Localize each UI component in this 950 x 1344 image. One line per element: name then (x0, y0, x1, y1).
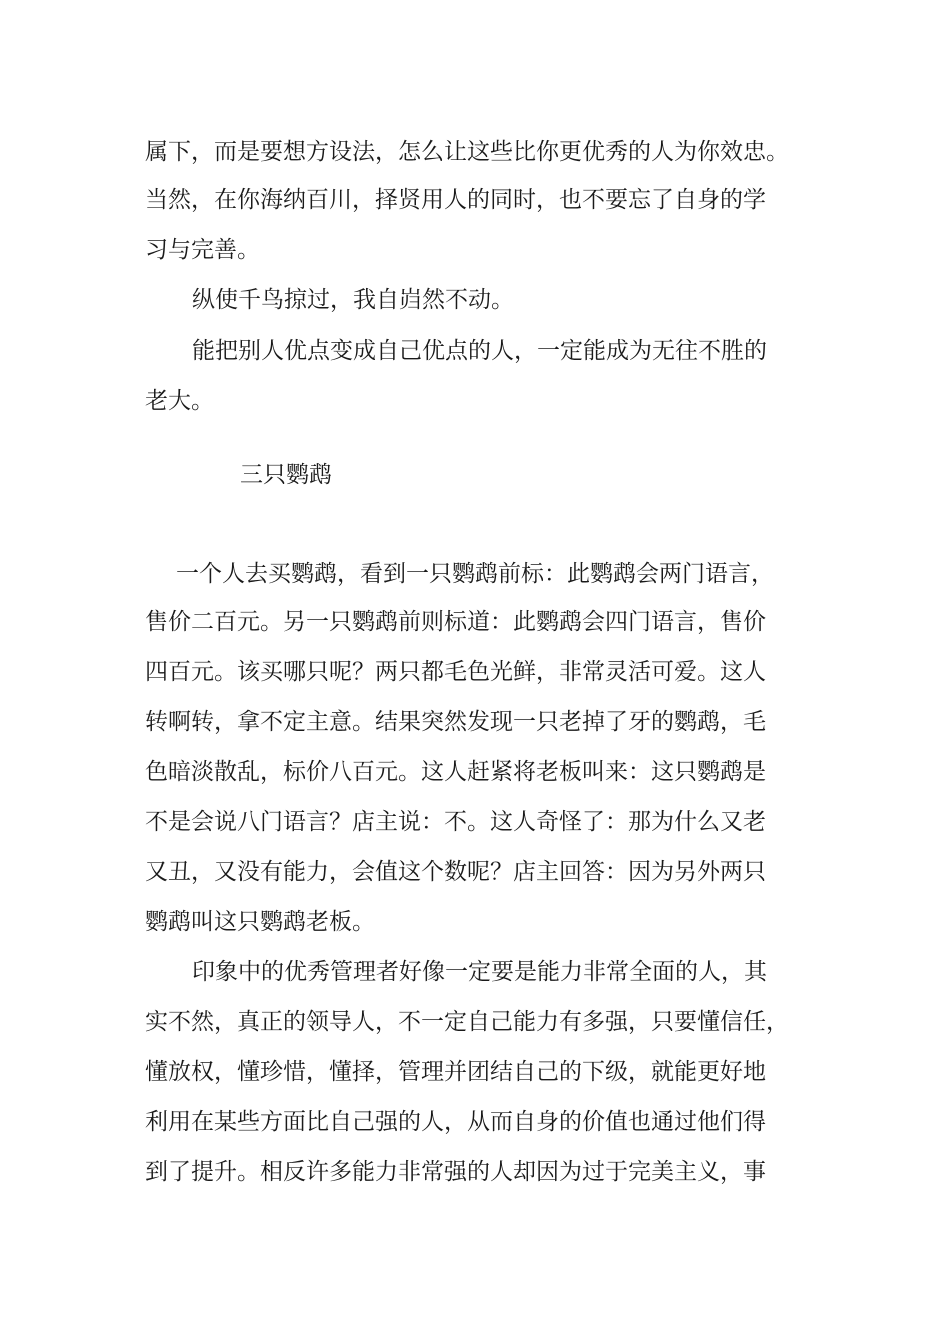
body-line: 实不然，真正的领导人，不一定自己能力有多强，只要懂信任， (145, 1009, 789, 1035)
body-line: 纵使千鸟掠过，我自岿然不动。 (192, 287, 514, 313)
body-line: 印象中的优秀管理者好像一定要是能力非常全面的人，其 (192, 959, 767, 985)
body-line: 转啊转，拿不定主意。结果突然发现一只老掉了牙的鹦鹉，毛 (145, 709, 766, 735)
body-line: 又丑，又没有能力，会值这个数呢？店主回答：因为另外两只 (145, 859, 766, 885)
body-line: 到了提升。相反许多能力非常强的人却因为过于完美主义，事 (145, 1159, 766, 1185)
body-line: 四百元。该买哪只呢？两只都毛色光鲜，非常灵活可爱。这人 (145, 659, 766, 685)
body-line: 习与完善。 (145, 237, 260, 263)
section-title: 三只鹦鹉 (240, 462, 332, 488)
body-line: 能把别人优点变成自己优点的人，一定能成为无往不胜的 (192, 338, 767, 364)
body-line: 懂放权，懂珍惜，懂择，管理并团结自己的下级，就能更好地 (145, 1059, 766, 1085)
body-line: 老大。 (145, 388, 214, 414)
body-line: 不是会说八门语言？店主说：不。这人奇怪了：那为什么又老 (145, 809, 766, 835)
body-line: 一个人去买鹦鹉，看到一只鹦鹉前标：此鹦鹉会两门语言， (176, 561, 774, 587)
body-line: 鹦鹉叫这只鹦鹉老板。 (145, 909, 375, 935)
body-line: 属下，而是要想方设法，怎么让这些比你更优秀的人为你效忠。 (145, 139, 789, 165)
body-line: 售价二百元。另一只鹦鹉前则标道：此鹦鹉会四门语言，售价 (145, 609, 766, 635)
body-line: 利用在某些方面比自己强的人，从而自身的价值也通过他们得 (145, 1109, 766, 1135)
body-line: 当然，在你海纳百川，择贤用人的同时，也不要忘了自身的学 (145, 187, 766, 213)
body-line: 色暗淡散乱，标价八百元。这人赶紧将老板叫来：这只鹦鹉是 (145, 759, 766, 785)
